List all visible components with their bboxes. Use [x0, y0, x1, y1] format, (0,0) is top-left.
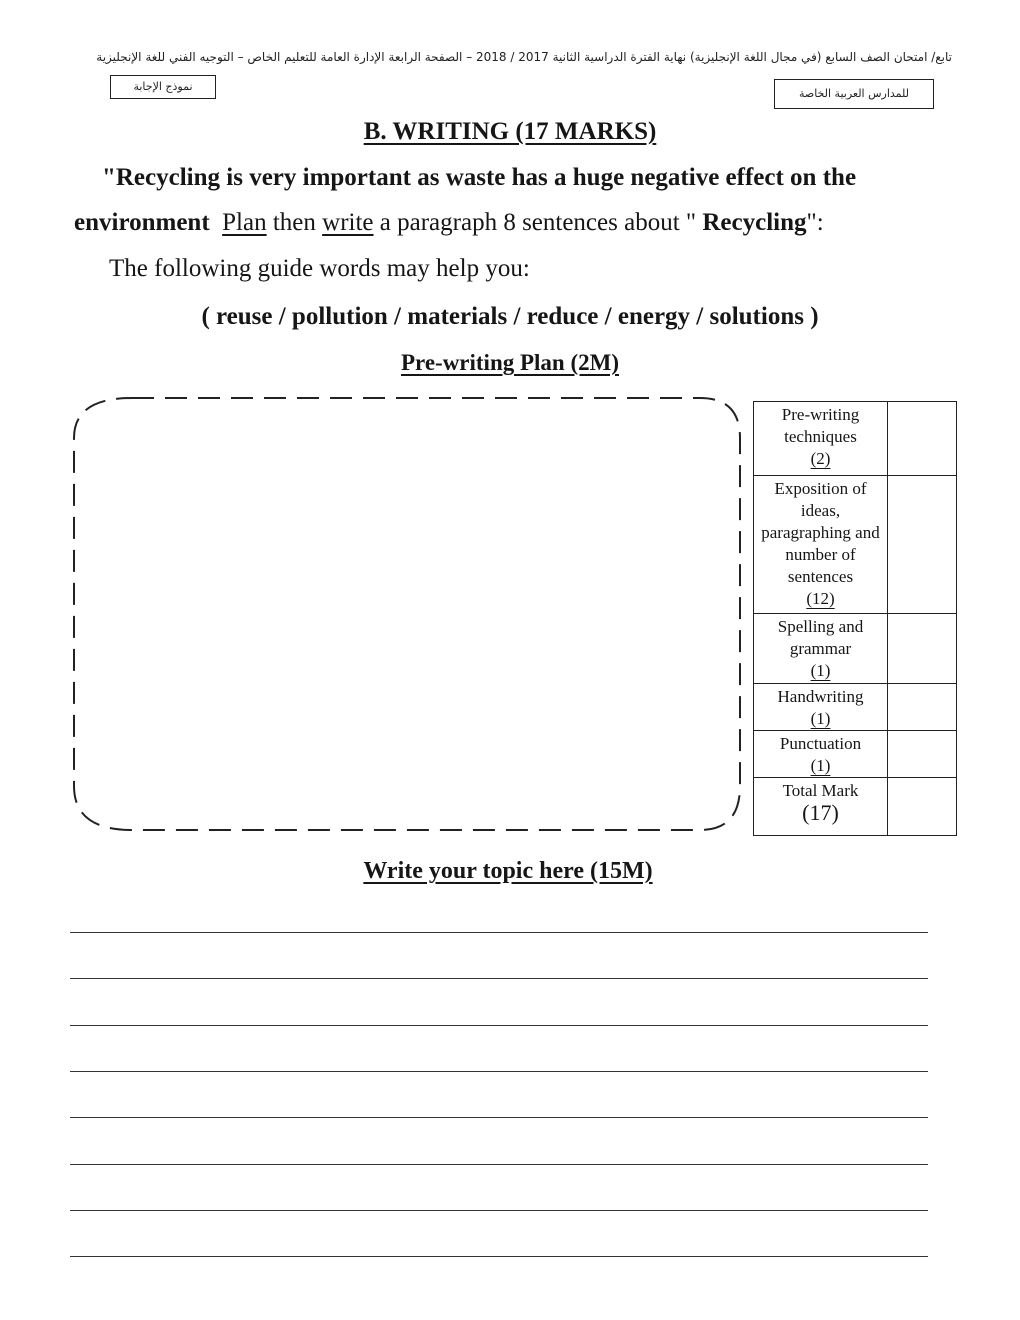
rubric-total-label: Total Mark (17) [754, 778, 888, 836]
rubric-row [754, 684, 957, 731]
section-title: B. WRITING (17 MARKS) [363, 118, 657, 145]
rubric-criterion: Punctuation (1) [754, 731, 888, 778]
prompt-line-2 [74, 209, 824, 237]
rubric-criterion: Exposition of ideas, paragraphing and number of sentences (12) [754, 476, 888, 614]
prompt-word-environment: environment [74, 209, 210, 236]
writing-line[interactable] [70, 1164, 928, 1165]
prompt-topic-word: Recycling [702, 209, 807, 236]
rubric-mark-cell[interactable] [888, 731, 957, 778]
prompt-word-plan: Plan [222, 209, 267, 236]
prompt-word-write: write [322, 209, 374, 236]
rubric-row [754, 731, 957, 778]
writing-line[interactable] [70, 978, 928, 979]
writing-line[interactable] [70, 1071, 928, 1072]
rubric-criterion: Pre-writing techniques (2) [754, 402, 888, 476]
school-type-box: للمدارس العربية الخاصة [774, 79, 934, 109]
rubric-row [754, 402, 957, 476]
rubric-mark-cell[interactable] [888, 614, 957, 684]
writing-line[interactable] [70, 1117, 928, 1118]
exam-header: تابع/ امتحان الصف السابع (في مجال اللغة الإنجليزية) نهاية الفترة الدراسية الثانية 2017 / 2018 – الصفحة الرابعة الإدارة العامة للتعليم الخاص – التوجيه الفني للغة الإنجليزية [96, 50, 952, 64]
plan-dashed-box[interactable] [60, 390, 750, 840]
model-answer-box: نموذج الإجابة [110, 75, 216, 99]
rubric-row [754, 476, 957, 614]
rubric-mark-cell[interactable] [888, 476, 957, 614]
rubric-table [753, 401, 957, 836]
writing-line[interactable] [70, 1210, 928, 1211]
prompt-end: ": [806, 209, 824, 236]
writing-line[interactable] [70, 932, 928, 933]
rubric-criterion: Spelling and grammar (1) [754, 614, 888, 684]
rubric-total-cell[interactable] [888, 778, 957, 836]
guide-text: The following guide words may help you: [109, 255, 530, 282]
prompt-line-1: "Recycling is very important as waste has a huge negative effect on the [102, 164, 857, 191]
rubric-mark-cell[interactable] [888, 402, 957, 476]
writing-line[interactable] [70, 1256, 928, 1257]
writing-line[interactable] [70, 1025, 928, 1026]
guide-words: ( reuse / pollution / materials / reduce / energy / solutions ) [201, 303, 819, 330]
rubric-row [754, 614, 957, 684]
rubric-mark-cell[interactable] [888, 684, 957, 731]
prompt-word-then: then [272, 209, 316, 236]
plan-box-border [74, 398, 740, 830]
topic-title: Write your topic here (15M) [363, 858, 653, 884]
rubric-total-row [754, 778, 957, 836]
plan-title: Pre-writing Plan (2M) [400, 350, 620, 375]
rubric-criterion: Handwriting (1) [754, 684, 888, 731]
prompt-tail: a paragraph 8 sentences about " [379, 209, 697, 236]
